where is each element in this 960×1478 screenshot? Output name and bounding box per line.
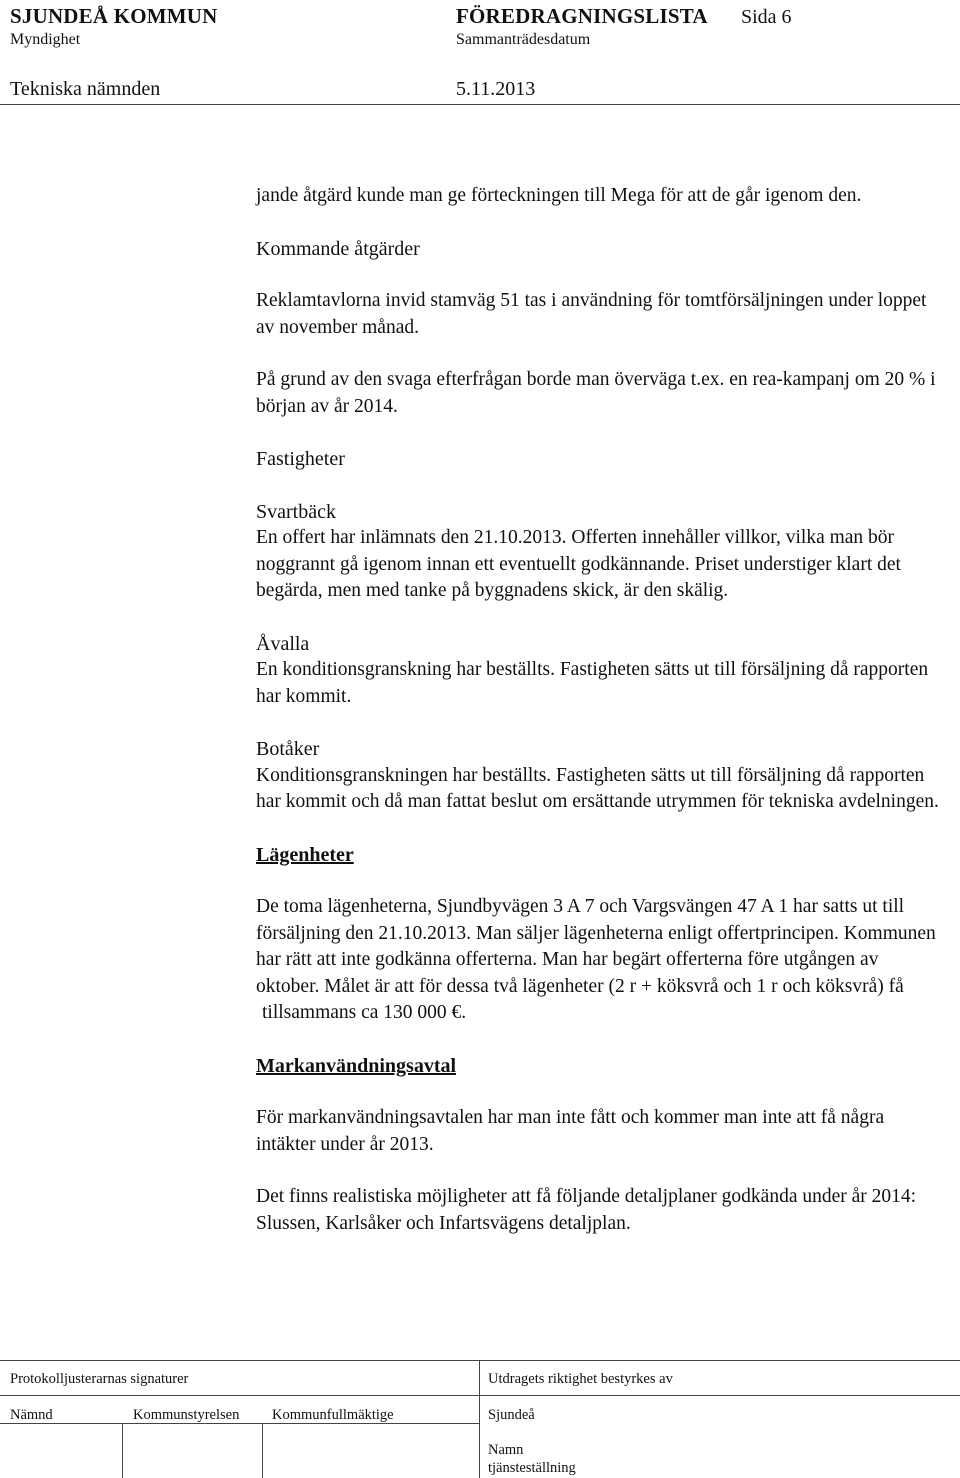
heading-markanvandningsavtal: Markanvändningsavtal	[256, 1054, 457, 1077]
footer-divider	[479, 1360, 480, 1478]
paragraph-markanvandningsavtal: För markanvändningsavtalen har man inte fått och kommer man inte att få några intäkter under år 2013.	[256, 1107, 885, 1155]
footer-col-divider-1	[122, 1423, 123, 1478]
organization-subtitle: Myndighet	[10, 31, 81, 48]
heading-fastigheter: Fastigheter	[256, 448, 345, 470]
heading-kommande-atgarder: Kommande åtgärder	[256, 237, 420, 260]
signature-column-kommunfullmaktige: Kommunfullmäktige	[272, 1407, 394, 1423]
paragraph-avalla: En konditionsgranskning har beställts. Fastigheten sätts ut till försäljning då rapporten har kommit.	[256, 659, 929, 707]
paragraph-intro: jande åtgärd kunde man ge förteckningen till Mega för att de går igenom den.	[256, 185, 862, 206]
signatures-label: Protokolljusterarnas signaturer	[10, 1371, 189, 1387]
name-label: Namn	[488, 1442, 524, 1458]
signature-column-kommunstyrelsen: Kommunstyrelsen	[133, 1407, 240, 1423]
document-type: FÖREDRAGNINGSLISTA	[456, 4, 708, 28]
meeting-date-label: Sammanträdesdatum	[456, 31, 591, 48]
paragraph-lagenheter: De toma lägenheterna, Sjundbyvägen 3 A 7 och Vargsvängen 47 A 1 har satts ut till försäljning den 21.10.2013. Man säljer lägenheterna enligt offertprincipen. Kommunen har rätt att inte godkänna offerterna. Man har begärt offerterna före utgången av oktober. Målet är att för dessa två lägenheter (2 r + köksvrå och 1 r och köksvrå) få	[256, 896, 936, 997]
heading-avalla: Åvalla	[256, 632, 310, 655]
header-divider	[0, 104, 960, 105]
paragraph-svartback: En offert har inlämnats den 21.10.2013. Offerten innehåller villkor, vilka man bör noggrannt gå igenom innan ett eventuellt godkännande. Priset understiger klart det begärda, men med tanke på byggnadens skick, är den skälig.	[256, 527, 901, 601]
authority-name: Tekniska nämnden	[10, 78, 161, 100]
paragraph-reklamtavlor: Reklamtavlorna invid stamväg 51 tas i användning för tomtförsäljningen under loppet av november månad.	[256, 290, 927, 338]
organization-name: SJUNDEÅ KOMMUN	[10, 4, 218, 28]
footer-mid-line	[0, 1395, 960, 1396]
paragraph-rea-kampanj: På grund av den svaga efterfrågan borde man överväga t.ex. en rea-kampanj om 20 % i början av år 2014.	[256, 369, 936, 417]
signature-place: Sjundeå	[488, 1407, 535, 1423]
paragraph-detaljplaner: Det finns realistiska möjligheter att få följande detaljplaner godkända under år 2014: Slussen, Karlsåker och Infartsvägens detaljplan.	[256, 1186, 917, 1234]
paragraph-lagenheter-price: tillsammans ca 130 000 €.	[262, 1002, 467, 1023]
paragraph-botaker: Konditionsgranskningen har beställts. Fastigheten sätts ut till försäljning då rapporten har kommit och då man fattat beslut om ersättande utrymmen för tekniska avdelningen.	[256, 764, 939, 812]
signature-footer	[0, 1360, 960, 1478]
signature-column-namnd: Nämnd	[10, 1407, 53, 1423]
heading-lagenheter: Lägenheter	[256, 843, 354, 866]
heading-svartback: Svartbäck	[256, 500, 336, 523]
page-number: Sida 6	[741, 6, 792, 28]
footer-sig-line	[0, 1423, 479, 1424]
footer-top-line	[0, 1360, 960, 1361]
footer-col-divider-2	[262, 1423, 263, 1478]
meeting-date: 5.11.2013	[456, 78, 536, 100]
body-content	[256, 183, 946, 1237]
verification-label: Utdragets riktighet bestyrkes av	[488, 1371, 673, 1387]
heading-botaker: Botåker	[256, 738, 320, 760]
title-label: tjänsteställning	[488, 1460, 576, 1476]
